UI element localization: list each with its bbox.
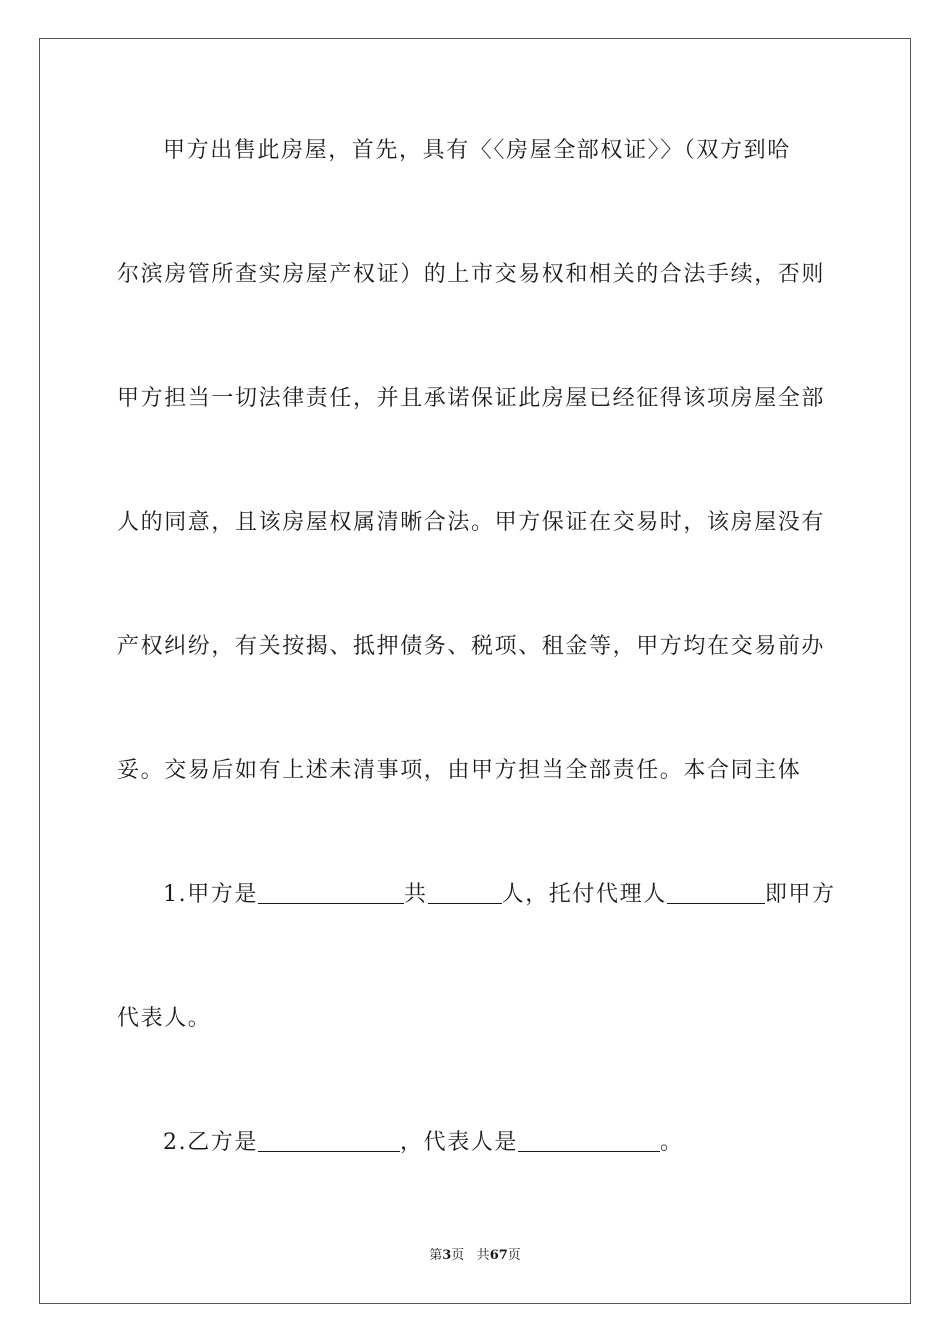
item-2-mid: ，代表人是 [400,1130,519,1155]
paragraph-line-2: 尔滨房管所查实房屋产权证）的上市交易权和相关的合法手续，否则 [117,262,826,287]
item-1-mid2: 人，托付代理人 [501,882,667,907]
paragraph-line-5: 产权纠纷，有关按揭、抵押债务、税项、租金等，甲方均在交易前办 [117,634,826,659]
item-1-mid1: 共 [404,882,428,907]
item-1-continuation: 代表人。 [117,1006,212,1031]
item-1-line [163,880,836,910]
footer-total-pre: 共 [476,1248,490,1263]
footer-page-number: 3 [442,1248,452,1263]
footer-total-pages: 67 [489,1248,508,1263]
party-a-name-blank[interactable] [258,881,404,904]
item-2-line [163,1128,833,1158]
footer-page-post: 页 [451,1248,465,1263]
party-b-rep-blank[interactable] [518,1129,660,1152]
party-b-name-blank[interactable] [258,1129,400,1152]
item-2-suffix: 。 [660,1130,684,1155]
paragraph-line-4: 人的同意，且该房屋权属清晰合法。甲方保证在交易时，该房屋没有 [117,510,826,535]
footer-page-pre: 第 [429,1248,443,1263]
paragraph-line-3: 甲方担当一切法律责任，并且承诺保证此房屋已经征得该项房屋全部 [117,386,826,411]
paragraph-line-6: 妥。交易后如有上述未清事项，由甲方担当全部责任。本合同主体 [117,758,802,783]
paragraph-line-1: 甲方出售此房屋，首先，具有〈〈房屋全部权证〉〉（双方到哈 [163,138,791,163]
page-frame [39,38,911,1304]
party-a-agent-blank[interactable] [667,881,765,904]
item-1-suffix: 即甲方 [764,882,836,907]
page-footer [0,1246,950,1266]
footer-total-post: 页 [507,1248,521,1263]
item-1-prefix: 1.甲方是 [163,882,258,907]
party-a-count-blank[interactable] [428,881,502,904]
item-2-prefix: 2.乙方是 [163,1130,258,1155]
